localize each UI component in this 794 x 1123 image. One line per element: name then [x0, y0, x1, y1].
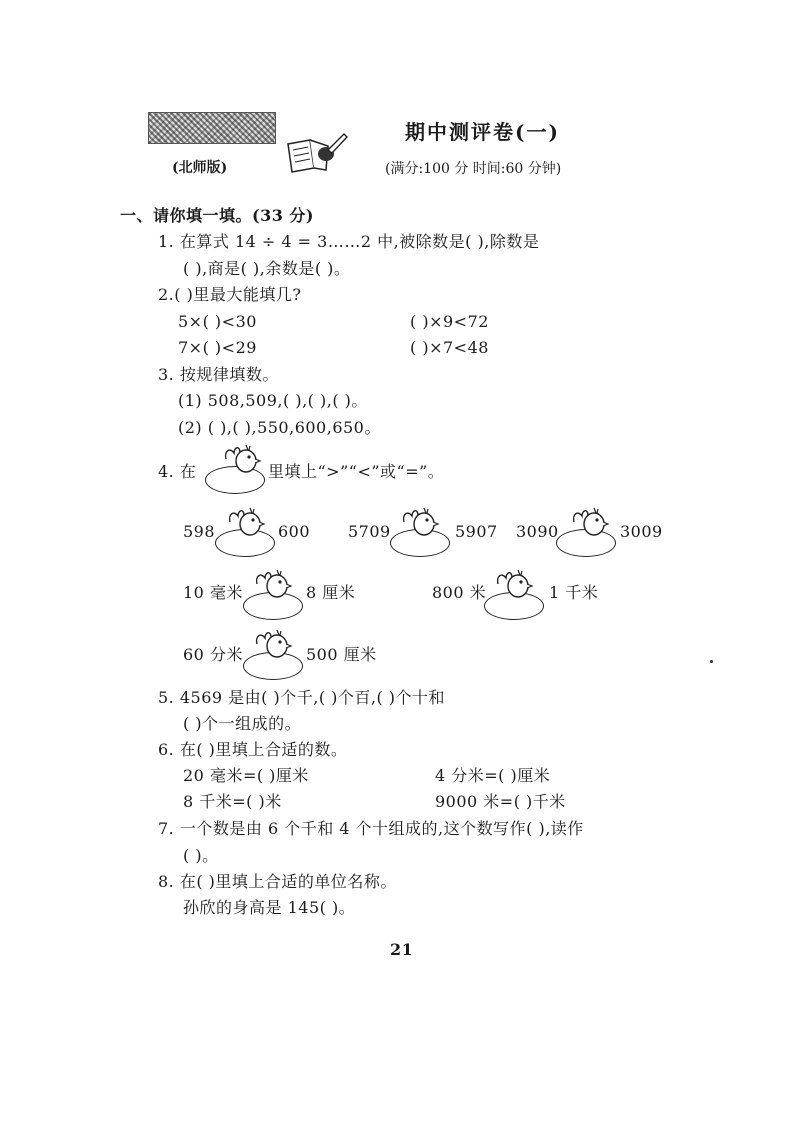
chick-icon — [400, 504, 440, 540]
page-number: 21 — [390, 940, 414, 959]
question-2-stem: 2.( )里最大能填几? — [158, 285, 302, 304]
compare-left: 10 毫米 — [183, 583, 243, 602]
compare-left: 5709 — [348, 522, 391, 541]
compare-left: 598 — [183, 522, 216, 541]
question-3-line-1: (1) 508,509,( ),( ),( )。 — [178, 391, 368, 410]
question-6-item-d: 9000 米=( )千米 — [435, 792, 566, 811]
chick-icon — [253, 566, 293, 602]
question-3-stem: 3. 按规律填数。 — [158, 365, 279, 384]
reading-pencil-icon — [284, 130, 348, 176]
compare-left: 60 分米 — [183, 645, 243, 664]
question-8-line-1: 孙欣的身高是 145( )。 — [183, 898, 356, 917]
question-6-item-c: 8 千米=( )米 — [183, 792, 282, 811]
compare-right: 3009 — [620, 522, 663, 541]
question-1-line-1: 1. 在算式 14 ÷ 4 = 3……2 中,被除数是( ),除数是 — [158, 232, 540, 251]
score-time-info: (满分:100 分 时间:60 分钟) — [385, 161, 562, 177]
question-6-item-b: 4 分米=( )厘米 — [435, 766, 551, 785]
stray-dot — [710, 660, 713, 663]
compare-right: 600 — [278, 522, 311, 541]
question-5-line-1: 5. 4569 是由( )个千,( )个百,( )个十和 — [158, 688, 446, 707]
compare-right: 1 千米 — [549, 583, 599, 602]
question-8-stem: 8. 在( )里填上合适的单位名称。 — [158, 872, 397, 891]
question-2-item-a: 5×( )<30 — [178, 312, 257, 331]
section-heading: 一、请你填一填。(33 分) — [120, 206, 314, 225]
question-2-item-d: ( )×7<48 — [410, 338, 489, 357]
question-2-item-c: 7×( )<29 — [178, 338, 257, 357]
compare-left: 800 米 — [432, 583, 487, 602]
question-1-line-2: ( ),商是( ),余数是( )。 — [183, 259, 351, 278]
question-7-line-1: 7. 一个数是由 6 个千和 4 个十组成的,这个数写作( ),读作 — [158, 819, 584, 838]
question-7-line-2: ( )。 — [183, 846, 219, 865]
chick-icon — [226, 504, 266, 540]
compare-right: 500 厘米 — [306, 645, 377, 664]
chick-icon — [570, 504, 610, 540]
compare-left: 3090 — [516, 522, 559, 541]
question-6-item-a: 20 毫米=( )厘米 — [183, 766, 309, 785]
chick-icon — [222, 441, 262, 477]
question-5-line-2: ( )个一组成的。 — [183, 714, 302, 733]
page-title: 期中测评卷(一) — [405, 120, 560, 144]
chick-icon — [494, 566, 534, 602]
compare-right: 5907 — [455, 522, 498, 541]
chick-icon — [253, 626, 293, 662]
question-4-suffix: 里填上“>”“<”或“=”。 — [268, 462, 445, 481]
compare-right: 8 厘米 — [306, 583, 356, 602]
edition-label: (北师版) — [172, 160, 228, 176]
question-6-stem: 6. 在( )里填上合适的数。 — [158, 740, 348, 759]
section-stamp-image — [148, 112, 276, 144]
question-3-line-2: (2) ( ),( ),550,600,650。 — [178, 418, 381, 437]
question-2-item-b: ( )×9<72 — [410, 312, 489, 331]
question-4-prefix: 4. 在 — [158, 462, 197, 481]
